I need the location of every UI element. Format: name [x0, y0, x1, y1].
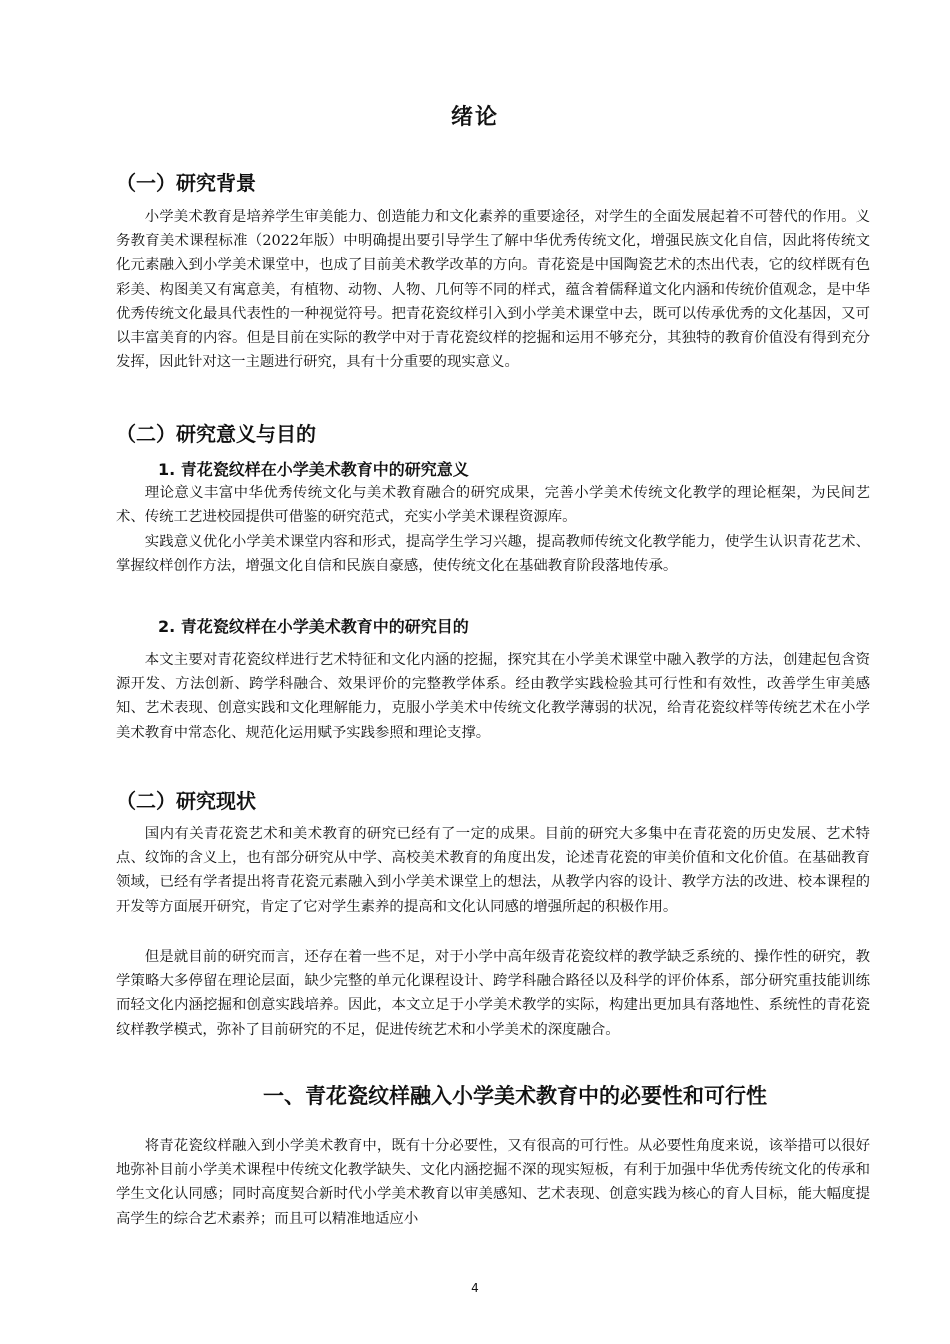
page-title: 绪论	[450, 105, 499, 130]
chapter-heading: 一、青花瓷纹样融入小学美术教育中的必要性和可行性	[263, 1084, 767, 1108]
paragraph-chapter-intro: 将青花瓷纹样融入到小学美术教育中，既有十分必要性，又有很高的可行性。从必要性角度来说，该举措可以很好地弥补目前小学美术课程中传统文化教学缺失、文化内涵挖掘不深的现实短板，有利于加强中华优秀传统文化的传承和学生文化认同感；同时高度契合新时代小学美术教育以审美感知、艺术表现、创意实践为核心的育人目标，能大幅度提高学生的综合艺术素养；而且可以精准地适应小	[116, 1138, 870, 1227]
subsection-heading-significance: 1. 青花瓷纹样在小学美术教育中的研究意义	[158, 460, 469, 479]
paragraph-status-1: 国内有关青花瓷艺术和美术教育的研究已经有了一定的成果。目前的研究大多集中在青花瓷的历史发展、艺术特点、纹饰的含义上，也有部分研究从中学、高校美术教育的角度出发，论述青花瓷的审美价值和文化价值。在基础教育领域，已经有学者提出将青花瓷元素融入到小学美术课堂上的想法，从教学内容的设计、教学方法的改进、校本课程的开发等方面展开研究，肯定了它对学生素养的提高和文化认同感的增强所起的积极作用。	[116, 826, 870, 915]
paragraph-background: 小学美术教育是培养学生审美能力、创造能力和文化素养的重要途径，对学生的全面发展起着不可替代的作用。义务教育美术课程标准（2022年版）中明确提出要引导学生了解中华优秀传统文化，增强民族文化自信，因此将传统文化元素融入到小学美术课堂中，也成了目前美术教学改革的方向。青花瓷是中国陶瓷艺术的杰出代表，它的纹样既有色彩美、构图美又有寓意美，有植物、动物、人物、几何等不同的样式，蕴含着儒释道文化内涵和传统价值观念，是中华优秀传统文化最具代表性的一种视觉符号。把青花瓷纹样引入到小学美术课堂中去，既可以传承优秀的文化基因，又可以丰富美育的内容。但是目前在实际的教学中对于青花瓷纹样的挖掘和运用不够充分，其独特的教育价值没有得到充分发挥，因此针对这一主题进行研究，具有十分重要的现实意义。	[116, 209, 870, 371]
paragraph-status-2: 但是就目前的研究而言，还存在着一些不足，对于小学中高年级青花瓷纹样的教学缺乏系统的、操作性的研究，教学策略大多停留在理论层面，缺少完整的单元化课程设计、跨学科融合路径以及科学的评价体系，部分研究重技能训练而轻文化内涵挖掘和创意实践培养。因此，本文立足于小学美术教学的实际，构建出更加具有落地性、系统性的青花瓷纹样教学模式，弥补了目前研究的不足，促进传统艺术和小学美术的深度融合。	[116, 949, 870, 1038]
subsection-heading-purpose: 2. 青花瓷纹样在小学美术教育中的研究目的	[158, 617, 469, 636]
paragraph-practice-significance: 实践意义优化小学美术课堂内容和形式，提高学生学习兴趣，提高教师传统文化教学能力，使学生认识青花艺术、掌握纹样创作方法，增强文化自信和民族自豪感，使传统文化在基础教育阶段落地传承。	[116, 534, 870, 575]
paragraph-theory-significance: 理论意义丰富中华优秀传统文化与美术教育融合的研究成果，完善小学美术传统文化教学的理论框架，为民间艺术、传统工艺进校园提供可借鉴的研究范式，充实小学美术课程资源库。	[116, 485, 870, 526]
section-heading-significance: （二）研究意义与目的	[116, 422, 316, 446]
paragraph-purpose: 本文主要对青花瓷纹样进行艺术特征和文化内涵的挖掘，探究其在小学美术课堂中融入教学的方法，创建起包含资源开发、方法创新、跨学科融合、效果评价的完整教学体系。经由教学实践检验其可行性和有效性，改善学生审美感知、艺术表现、创意实践和文化理解能力，克服小学美术中传统文化教学薄弱的状况，给青花瓷纹样等传统艺术在小学美术教育中常态化、规范化运用赋予实践参照和理论支撑。	[116, 652, 870, 741]
section-heading-status: （二）研究现状	[116, 789, 256, 813]
page-number: 4	[471, 1281, 479, 1295]
section-heading-background: （一）研究背景	[116, 171, 256, 195]
